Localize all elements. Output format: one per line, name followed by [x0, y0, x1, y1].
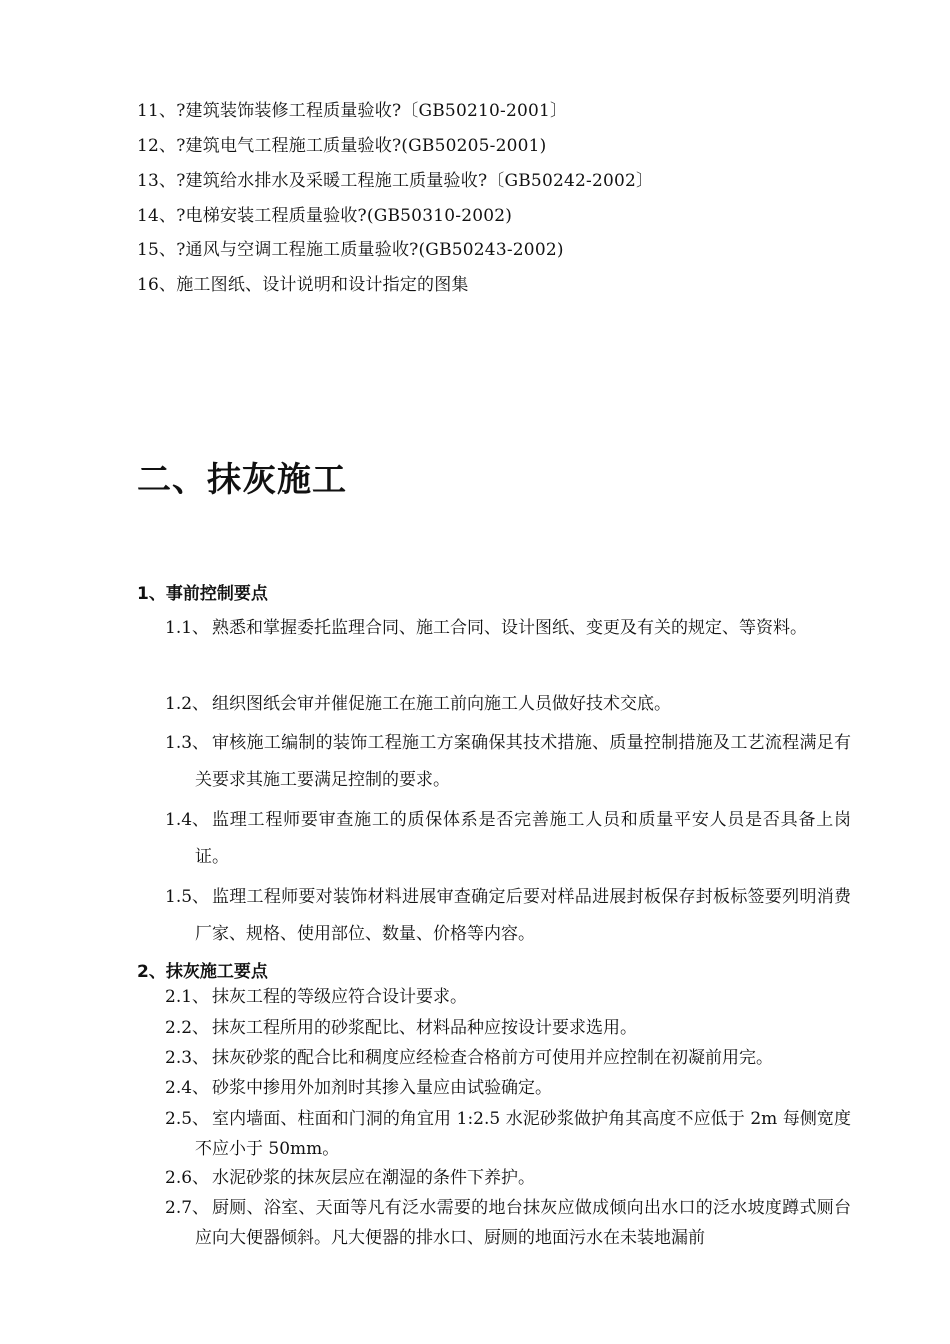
list-item: [165, 610, 851, 647]
item-text: 抹灰工程的等级应符合设计要求。: [212, 987, 467, 1007]
reference-item: 16、施工图纸、设计说明和设计指定的图集: [137, 275, 469, 295]
list-item: [165, 686, 851, 723]
reference-item: 13、?建筑给水排水及采暖工程施工质量验收?〔GB50242-2002〕: [137, 171, 654, 191]
item-number: 2.7、: [165, 1198, 210, 1218]
item-text: 组织图纸会审并催促施工在施工前向施工人员做好技术交底。: [212, 694, 671, 714]
item-number: 1.1、: [165, 618, 210, 638]
list-item: [165, 1163, 851, 1193]
subsection-title: 1、事前控制要点: [137, 584, 268, 604]
item-number: 2.5、: [165, 1109, 210, 1129]
item-text: 监理工程师要对装饰材料进展审查确定后要对样品进展封板保存封板标签要列明消费厂家、规格、使用部位、数量、价格等内容。: [195, 887, 851, 944]
list-item: [165, 879, 851, 953]
list-item: [165, 1043, 851, 1073]
item-text: 水泥砂浆的抹灰层应在潮湿的条件下养护。: [212, 1168, 535, 1188]
section-title: 二、抹灰施工: [137, 460, 347, 500]
item-number: 2.1、: [165, 987, 210, 1007]
list-item: [165, 725, 851, 799]
list-item: [165, 982, 851, 1012]
item-number: 2.2、: [165, 1018, 210, 1038]
reference-item: 14、?电梯安装工程质量验收?(GB50310-2002): [137, 206, 513, 226]
item-text: 砂浆中掺用外加剂时其掺入量应由试验确定。: [212, 1078, 552, 1098]
item-number: 2.6、: [165, 1168, 210, 1188]
list-item: [165, 802, 851, 876]
subsection-title: 2、抹灰施工要点: [137, 962, 268, 982]
item-number: 1.4、: [165, 810, 210, 830]
item-text: 室内墙面、柱面和门洞的角宜用 1:2.5 水泥砂浆做护角其高度不应低于 2m 每侧宽度不应小于 50mm。: [195, 1109, 851, 1159]
list-item: [165, 1104, 851, 1164]
item-text: 审核施工编制的装饰工程施工方案确保其技术措施、质量控制措施及工艺流程满足有关要求其施工要满足控制的要求。: [195, 733, 851, 790]
list-item: [165, 1193, 851, 1253]
item-number: 1.2、: [165, 694, 210, 714]
reference-item: 15、?通风与空调工程施工质量验收?(GB50243-2002): [137, 240, 564, 260]
item-number: 1.3、: [165, 733, 210, 753]
item-text: 抹灰砂浆的配合比和稠度应经检查合格前方可使用并应控制在初凝前用完。: [212, 1048, 773, 1068]
item-number: 1.5、: [165, 887, 210, 907]
item-text: 监理工程师要审查施工的质保体系是否完善施工人员和质量平安人员是否具备上岗证。: [195, 810, 851, 867]
reference-item: 12、?建筑电气工程施工质量验收?(GB50205-2001): [137, 136, 547, 156]
reference-item: 11、?建筑装饰装修工程质量验收?〔GB50210-2001〕: [137, 101, 568, 121]
item-number: 2.3、: [165, 1048, 210, 1068]
list-item: [165, 1073, 851, 1103]
item-number: 2.4、: [165, 1078, 210, 1098]
item-text: 抹灰工程所用的砂浆配比、材料品种应按设计要求选用。: [212, 1018, 637, 1038]
item-text: 厨厕、浴室、天面等凡有泛水需要的地台抹灰应做成倾向出水口的泛水坡度蹲式厕台应向大便器倾斜。凡大便器的排水口、厨厕的地面污水在未装地漏前: [195, 1198, 851, 1248]
item-text: 熟悉和掌握委托监理合同、施工合同、设计图纸、变更及有关的规定、等资料。: [212, 618, 807, 638]
list-item: [165, 1013, 851, 1043]
